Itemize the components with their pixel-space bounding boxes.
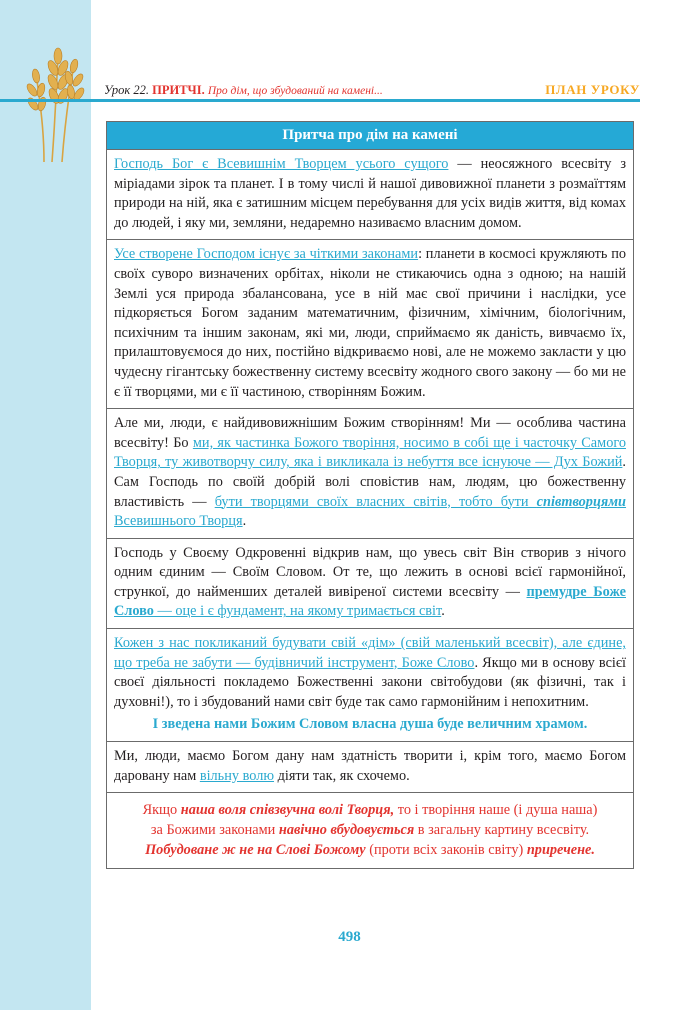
section-creator xyxy=(107,150,633,240)
conclusion-line-2 xyxy=(113,820,627,840)
lesson-heading xyxy=(104,83,383,98)
lesson-number: Урок 22. xyxy=(104,83,150,97)
link-cocreators-start: бути творцями своїх власних світів, тобто бути xyxy=(214,493,537,510)
page-header xyxy=(100,80,640,100)
parable-box xyxy=(106,121,634,869)
page-number: 498 xyxy=(338,929,361,945)
section-free-will xyxy=(107,742,633,793)
parable-title: Притча про дім на камені xyxy=(107,122,633,150)
link-spirit[interactable]: ми, як частинка Божого творіння, носимо в собі ще і часточку Самого Творця, ту животворчу силу, яка і викликала із небуття все існуюче — Дух Божий xyxy=(114,434,626,471)
conclusion-emphasis: приречене. xyxy=(526,842,595,859)
conclusion-text: то і творіння наше (і душа наша) xyxy=(394,802,598,819)
text-creator: — неосяжного всесвіту з міріадами зірок та планет. І в тому числі й нашої дивовижної планети з розмаїттям природи на ній, яка є затишним місцем перебування для усіх видів життя, від комах до людей, і яку ми, земляни, недаремно називаємо власним домом. xyxy=(114,156,627,231)
temple-statement: І зведена нами Божим Словом власна душа буде величним храмом. xyxy=(152,716,588,733)
lesson-title: ПРИТЧІ. xyxy=(152,83,205,97)
lesson-plan-label: ПЛАН УРОКУ xyxy=(545,82,640,97)
link-word-rest: — оце і є фундамент, на якому тримається світ xyxy=(153,603,442,620)
text-humans-3: . xyxy=(242,513,247,530)
link-cocreators-end: Всевишнього Творця xyxy=(114,513,243,530)
conclusion-text: в загальну картину всесвіту. xyxy=(414,822,590,839)
conclusion-emphasis: наша воля співзвучна волі Творця, xyxy=(180,802,395,819)
section-laws xyxy=(107,240,633,409)
text-laws: : планети в космосі кружляють по своїх суворо визначених орбітах, ніколи не стикаючись одна з одною; на нашій Землі уся природа збалансована, усе в ній має свої причини і наслідки, усе підкоряється Богом заданим математичним, фізичним, хімічним, біологічним, психічним та іншим законам, які ми, люди, сприймаємо як даність, вивчаємо їх, прилаштовуємося до них, постійно відкриваємо нові, але не можемо закласти у цю чудесну гігантську божественну систему всесвіту жодного свого закону — бо ми не є її творцями, ми є її частиною, створінням Божим. xyxy=(114,246,626,400)
conclusion-text: (проти всіх законів світу) xyxy=(365,842,527,859)
conclusion xyxy=(107,793,633,868)
link-laws[interactable]: Усе створене Господом існує за чіткими законами xyxy=(114,246,419,263)
link-cocreators-bold: співтворцями xyxy=(536,493,627,510)
header-rule xyxy=(0,99,640,102)
lesson-subtitle: Про дім, що збудований на камені... xyxy=(207,85,383,97)
section-word xyxy=(107,539,633,629)
text-free-will-1: Ми, люди, маємо Богом дану нам здатність творити і, крім того, маємо Богом даровану нам xyxy=(114,748,626,784)
text-free-will-2: діяти так, як схочемо. xyxy=(274,767,410,784)
text-humans-2: . Сам Господь по своїй добрій волі сповістив нам, людям, цю божественну властивість — xyxy=(114,454,626,510)
text-word-2: . xyxy=(441,603,445,620)
conclusion-text: Якщо xyxy=(142,802,181,819)
link-creator[interactable]: Господь Бог є Всевишнім Творцем усього сущого xyxy=(114,156,449,172)
conclusion-line-1 xyxy=(113,800,627,820)
text-house: . Якщо ми в основу всієї своєї діяльності покладемо Божественні закони світобудови (як фізичні, так і духовні!), то і збудований нами світ буде так само гармонійним і непохитним. xyxy=(114,654,626,710)
link-house[interactable]: Кожен з нас покликаний будувати свій «дім» (свій маленький всесвіт), але єдине, що треба не забути — будівничий інструмент, Боже Слово xyxy=(114,635,626,671)
section-house xyxy=(107,629,633,742)
text-word-1: Господь у Своєму Одкровенні відкрив нам, що увесь світ Він створив з нічого одним єдиним — Своїм Словом. От те, що лежить в основі всієї гармонійної, стрункої, до найменших деталей вивіреної системи всесвіту — xyxy=(114,544,626,600)
section-humans xyxy=(107,409,633,539)
link-free-will[interactable]: вільну волю xyxy=(199,767,275,784)
conclusion-emphasis: Побудоване ж не на Слові Божому xyxy=(145,842,366,859)
conclusion-emphasis: навічно вбудовується xyxy=(278,822,415,839)
conclusion-line-3 xyxy=(113,840,627,860)
text-humans-1: Але ми, люди, є найдивовижнішим Божим створінням! Ми — особлива частина всесвіту! Бо xyxy=(114,415,626,451)
conclusion-text: за Божими законами xyxy=(150,822,279,839)
link-word-bold: премудре Боже Слово xyxy=(114,583,626,620)
